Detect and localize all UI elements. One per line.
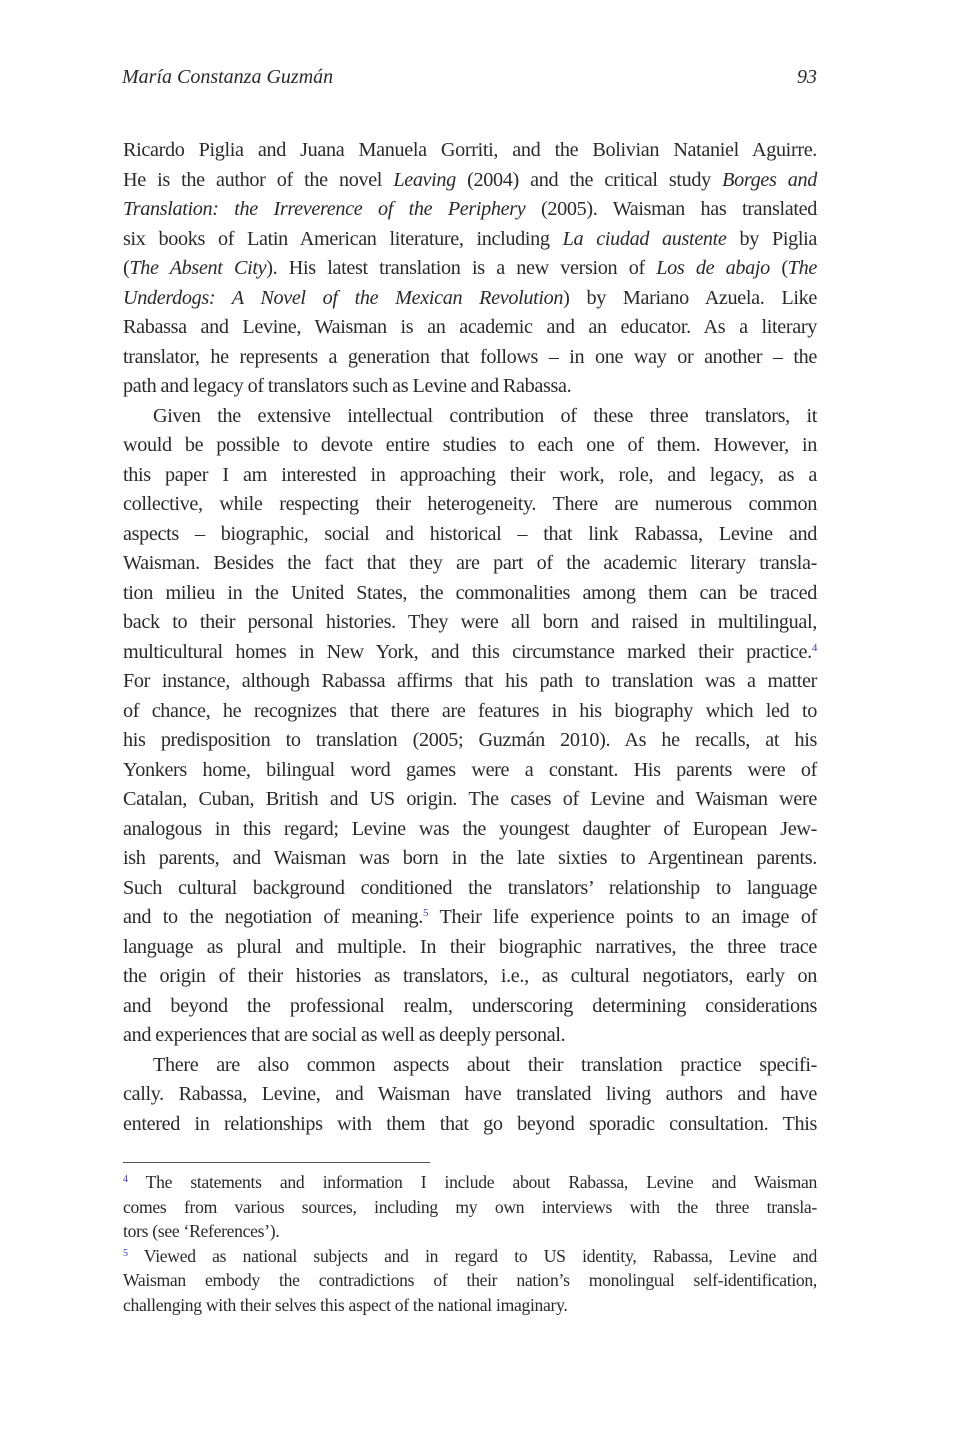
footnote-line: Waisman embody the contradictions of their nation’s monolingual self-identification, <box>123 1270 817 1290</box>
text-line: his predisposition to translation (2005; Guzmán 2010). As he recalls, at his <box>123 729 817 751</box>
footnote-5: $^5$ Viewed as national subjects and in regard to US identity, Rabassa, Levine and <box>123 1245 817 1266</box>
text-line: back to their personal histories. They were all born and raised in multilingual, <box>123 611 817 633</box>
book-title: The <box>787 257 817 279</box>
paragraph-start-line: Given the extensive intellectual contribution of these three translators, it <box>153 404 817 427</box>
text-line: Such cultural background conditioned the translators’ relationship to language <box>123 876 817 899</box>
running-header-author: María Constanza Guzmán <box>122 66 334 88</box>
page-number: 93 <box>797 66 817 88</box>
text-line: Underdogs: A Novel of the Mexican Revolution) by Mariano Azuela. Like <box>123 286 818 309</box>
text-line: For instance, although Rabassa affirms that his path to translation was a matter <box>123 670 817 692</box>
text-line: and experiences that are social as well as deeply personal. <box>123 1024 566 1046</box>
text-line: Translation: the Irreverence of the Periphery (2005). Waisman has translated <box>123 198 817 220</box>
book-title: Underdogs: A Novel of the Mexican Revolution <box>123 286 564 309</box>
footnote-ref-4[interactable]: 4 <box>811 641 817 654</box>
text-line: (The Absent City). His latest translation is a new version of Los de abajo (The <box>123 257 817 279</box>
text-line: cally. Rabassa, Levine, and Waisman have translated living authors and have <box>123 1083 817 1105</box>
text-line: Ricardo Piglia and Juana Manuela Gorriti, and the Bolivian Nataniel Aguirre. <box>123 139 817 161</box>
running-header <box>122 66 817 92</box>
text-line: path and legacy of translators such as Levine and Rabassa. <box>123 375 572 397</box>
footnote-separator <box>123 1162 430 1163</box>
text-line: He is the author of the novel Leaving (2004) and the critical study Borges and <box>123 168 817 191</box>
footnote-line: challenging with their selves this aspect of the national imaginary. <box>123 1294 568 1315</box>
text-line: Yonkers home, bilingual word games were a constant. His parents were of <box>123 758 817 781</box>
footnote-ref-5[interactable]: 5 <box>423 907 429 919</box>
text-line: Catalan, Cuban, British and US origin. The cases of Levine and Waisman were <box>123 788 817 810</box>
text-line: multicultural homes in New York, and this circumstance marked their practice.$^4$ <box>123 640 817 663</box>
text-line: aspects – biographic, social and historical – that link Rabassa, Levine and <box>123 522 817 545</box>
book-title: La ciudad austente <box>562 227 727 250</box>
text-line: Rabassa and Levine, Waisman is an academic and an educator. As a literary <box>123 316 817 338</box>
paragraph-start-line: There are also common aspects about their translation practice specifi- <box>153 1053 817 1076</box>
footnote-line: comes from various sources, including my own interviews with the three transla- <box>123 1196 817 1217</box>
text-line: of chance, he recognizes that there are features in his biography which led to <box>123 699 817 722</box>
footnote-number: 4 <box>123 1174 128 1185</box>
text-line: language as plural and multiple. In their biographic narratives, the three trace <box>123 935 817 958</box>
book-title: Translation: the Irreverence of the Periphery <box>123 198 526 220</box>
text-line: and beyond the professional realm, underscoring determining considerations <box>123 994 817 1017</box>
book-title: The Absent City <box>129 257 267 279</box>
text-line: entered in relationships with them that go beyond sporadic consultation. This <box>123 1112 817 1135</box>
body-text <box>123 136 817 1139</box>
text-line: collective, while respecting their heterogeneity. There are numerous common <box>123 493 817 515</box>
text-line: six books of Latin American literature, including La ciudad austente by Piglia <box>123 227 817 250</box>
footnote-line: tors (see ‘References’). <box>123 1221 280 1241</box>
footnotes <box>123 1170 817 1317</box>
text-line: tion milieu in the United States, the commonalities among them can be traced <box>123 581 817 604</box>
book-title: Los de abajo <box>656 257 770 279</box>
book-title: Leaving <box>393 168 456 191</box>
footnote-4: $^4$ The statements and information I include about Rabassa, Levine and Waisman <box>123 1172 817 1192</box>
text-line: this paper I am interested in approaching their work, role, and legacy, as a <box>123 463 817 486</box>
footnote-number: 5 <box>123 1247 128 1259</box>
text-line: analogous in this regard; Levine was the youngest daughter of European Jew- <box>123 817 817 840</box>
text-line: Waisman. Besides the fact that they are part of the academic literary transla- <box>123 552 817 574</box>
text-line: ish parents, and Waisman was born in the late sixties to Argentinean parents. <box>123 847 817 869</box>
text-line: translator, he represents a generation that follows – in one way or another – the <box>123 345 817 368</box>
book-title: Borges and <box>722 168 817 191</box>
text-line: the origin of their histories as translators, i.e., as cultural negotiators, early on <box>123 965 817 987</box>
text-line: and to the negotiation of meaning.$^5$ Their life experience points to an image of <box>123 906 817 928</box>
text-line: would be possible to devote entire studies to each one of them. However, in <box>123 434 817 456</box>
